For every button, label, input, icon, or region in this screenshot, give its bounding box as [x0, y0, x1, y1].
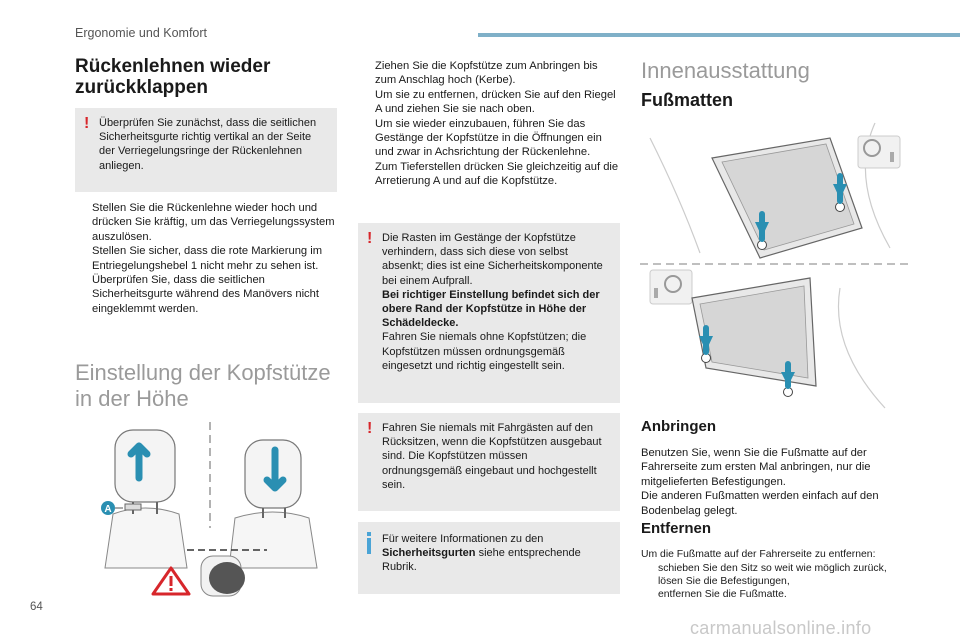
list-item: Überprüfen Sie, dass die seitlichen Sicherheitsgurte während des Manövers nicht eingeklemmt werden.: [92, 274, 319, 315]
steps-list-left: [75, 201, 337, 316]
passenger-head-illustration: [201, 556, 245, 596]
list-item: lösen Sie die Befestigungen,: [658, 576, 790, 588]
floor-mat-rear-illustration: [692, 278, 885, 408]
list-item: Um sie wieder einzubauen, führen Sie das Gestänge der Kopfstütze in die Öffnungen ein und zwar in Achsrichtung der Rückenlehne.: [375, 117, 602, 159]
list-item: schieben Sie den Sitz so weit wie möglich zurück,: [658, 563, 887, 574]
title-rueckenlehnen: Rückenlehnen wieder zurückklappen: [75, 56, 271, 98]
steering-wheel-icon-lower: [650, 270, 692, 304]
section-header: Ergonomie und Komfort: [75, 26, 208, 40]
floor-mat-figure: [640, 118, 908, 418]
warning-icon: !: [84, 115, 90, 132]
warning-box-rear-passengers: [358, 413, 620, 511]
info-icon: [367, 532, 371, 554]
info-text: Für weitere Informationen zu den: [382, 533, 544, 545]
list-item: Ziehen Sie die Kopfstütze zum Anbringen bis zum Anschlag hoch (Kerbe).: [375, 60, 598, 87]
page-number: 64: [30, 601, 43, 613]
title-fussmatten: Fußmatten: [641, 90, 733, 110]
label-a-marker: [101, 501, 115, 515]
warning-text: Fahren Sie niemals mit Fahrgästen auf den Rücksitzen, wenn die Kopfstützen ausgebaut sind. Die Kopfstützen müssen ordnungsgemäß eingebaut und hochgestellt sein.: [382, 422, 602, 491]
left-column: [75, 56, 337, 98]
headrest-figure: [95, 418, 335, 598]
info-text-post: siehe entsprechende Rubrik.: [382, 547, 581, 574]
label-a-text: A: [104, 504, 112, 515]
anbringen-text: Benutzen Sie, wenn Sie die Fußmatte auf der Fahrerseite zum ersten Mal anbringen, nur die mitgelieferten Befestigungen. Die anderen Fußmatten werden einfach auf den Bodenbelag gelegt.: [641, 447, 879, 517]
warning-text-bold: Bei richtiger Einstellung befindet sich der obere Rand der Kopfstütze in Höhe der Schädeldecke.: [382, 288, 600, 330]
headrest-left-illustration: [105, 430, 187, 568]
list-item: Stellen Sie die Rückenlehne wieder hoch und drücken Sie kräftig, um das Verriegelungssystem auszulösen.: [92, 202, 335, 243]
warning-text-tail: Fahren Sie niemals ohne Kopfstützen; die Kopfstützen müssen ordnungsgemäß eingesetzt und richtig eingestellt sein.: [382, 331, 587, 372]
title-innenausstattung: Innenausstattung: [641, 58, 810, 83]
warning-text: Überprüfen Sie zunächst, dass die seitlichen Sicherheitsgurte richtig vertikal an der Seite der Verriegelungsringe der Rückenlehnen anliegen.: [99, 117, 317, 172]
watermark: carmanualsonline.info: [690, 618, 872, 638]
header-accent-line: [478, 33, 960, 37]
list-item: Stellen Sie sicher, dass die rote Markierung im Entriegelungshebel 1 nicht mehr zu sehen ist.: [92, 245, 323, 272]
warning-text: Die Rasten im Gestänge der Kopfstütze verhindern, dass sich diese von selbst absenkt; dies ist eine Sicherheitskomponente bei einem Aufprall.: [382, 232, 603, 287]
title-entfernen: Entfernen: [641, 520, 712, 537]
warning-icon: !: [367, 230, 373, 247]
warning-icon: !: [367, 420, 373, 437]
warning-triangle-icon: [153, 568, 189, 594]
list-item: Um sie zu entfernen, drücken Sie auf den Riegel A und ziehen Sie sie nach oben.: [375, 88, 616, 116]
list-item: Zum Tieferstellen drücken Sie gleichzeitig auf die Arretierung A und auf die Kopfstütze.: [375, 160, 619, 188]
title-anbringen: Anbringen: [641, 418, 716, 435]
info-box-seatbelts: [358, 522, 620, 594]
warning-box-seatbelt: [75, 108, 337, 192]
headrest-right-illustration: [229, 440, 317, 568]
title-kopfstuetze: Einstellung der Kopfstütze in der Höhe: [75, 360, 331, 411]
warning-box-headrest: [358, 223, 620, 403]
steps-list-entfernen: [641, 562, 903, 602]
steering-wheel-icon: [858, 136, 900, 168]
info-text-bold: Sicherheitsgurten: [382, 547, 476, 560]
list-item: entfernen Sie die Fußmatte.: [658, 589, 787, 601]
entfernen-intro: Um die Fußmatte auf der Fahrerseite zu entfernen:: [641, 549, 876, 560]
floor-mat-front-illustration: [650, 123, 890, 258]
steps-list-middle: [358, 59, 620, 189]
